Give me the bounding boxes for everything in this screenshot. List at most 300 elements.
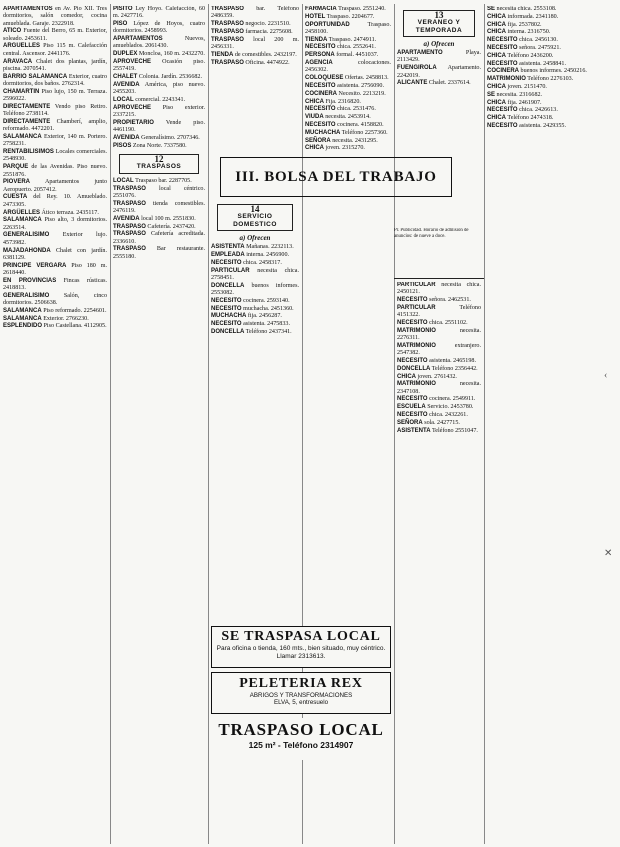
classified-ad-keyword: CHICA — [397, 373, 416, 380]
classified-ad-keyword: NECESITO — [397, 357, 428, 364]
classified-ad — [487, 76, 615, 83]
classified-ad-keyword: AVENIDA — [113, 215, 140, 222]
classified-ad — [487, 107, 615, 114]
classified-ad — [211, 321, 299, 328]
classified-ad-keyword: EMPLEADA — [211, 251, 245, 258]
classified-ad-text: chica. 2456130. — [517, 37, 558, 44]
classified-ad-keyword: ASISTENTA — [211, 244, 245, 251]
classified-ad-text: Chalet. 2337614. — [427, 80, 471, 87]
classified-ad-text: colocaciones. 2456302. — [305, 60, 391, 74]
classified-ad-text: necesita. 2347108. — [397, 381, 481, 395]
classified-ad-text: en Av. Pio XII. Tres dormitorios, salón comedor, cocina amueblada. Garaje. 2322918. — [3, 6, 107, 27]
column-rule — [110, 4, 111, 844]
classified-ad-text: fija. 2461907. — [506, 99, 542, 106]
classified-ad-keyword: CHICA — [487, 13, 506, 20]
classified-ad-keyword: LOCAL — [113, 177, 134, 184]
classified-ad — [397, 50, 481, 65]
ad-peleteria-rex — [211, 672, 391, 714]
classified-ad-text: Servicio. 2453780. — [425, 404, 474, 411]
classified-ad-text: bar. Teléfono 2486359. — [211, 6, 299, 20]
classified-ad-keyword: APARTAMENTOS — [113, 36, 163, 43]
classified-ad-keyword: NECESITO — [211, 321, 242, 328]
classified-ad — [397, 328, 481, 343]
classified-ad — [113, 59, 205, 74]
classified-ad — [211, 329, 299, 336]
classified-ad-keyword: CHICA — [305, 145, 324, 152]
classified-ad-keyword: NECESITO — [487, 122, 518, 129]
classified-ad-keyword: TIENDA — [305, 36, 328, 43]
classified-ad-text: Chalet con jardín. 6381129. — [3, 247, 107, 261]
column-rule — [484, 4, 485, 844]
classified-ad-keyword: CUESTA — [3, 194, 28, 201]
classified-ad — [113, 97, 205, 104]
classified-ad-text: informada. 2341180. — [506, 13, 559, 20]
classified-ad-text: necesita. 2276311. — [397, 327, 481, 342]
classified-ad — [211, 60, 299, 67]
classified-ad-keyword: DONCELLA — [211, 282, 245, 289]
classified-ad — [487, 22, 615, 29]
classified-ad-keyword: TRASPASO — [113, 185, 146, 192]
classified-ad-text: Chamberí, amplio, reformado. 4472201. — [3, 118, 107, 133]
classified-ad-keyword: NECESITO — [211, 305, 242, 312]
classified-ad-text: Piso alto, 3 dormitorios. 2263514. — [3, 217, 107, 231]
classified-ad — [397, 305, 481, 320]
classified-ad-keyword: MATRIMONIO — [397, 381, 436, 388]
classified-ad-keyword: TRASPASO — [211, 28, 244, 35]
classified-ad — [397, 428, 481, 435]
classified-ad-text: chica. 2458317. — [241, 259, 282, 266]
classified-column-3-top — [211, 6, 299, 156]
classified-ad-keyword: DUPLEX — [113, 51, 138, 58]
classified-ad-text: Teléfono 2551047. — [430, 427, 478, 434]
classified-ad-text: Piso Castellana. 4112905. — [42, 323, 107, 330]
classified-ad-text: tienda comestibles. 2476119. — [113, 200, 205, 214]
classified-ad-text: Oficina. 4474922. — [243, 59, 290, 66]
classified-ad-text: López de Hoyos, cuatro dormitorios. 2458993. — [113, 21, 205, 35]
classified-ad — [211, 313, 299, 320]
classified-ad-text: Teléfono 2437341. — [244, 328, 292, 335]
classified-ad-keyword: MUCHACHA — [305, 129, 341, 136]
classified-ad-text: asistenta. 2458841. — [517, 60, 566, 67]
ad-title: SE TRASPASA LOCAL — [221, 629, 381, 644]
classified-ad — [397, 320, 481, 327]
classified-ad — [113, 36, 205, 51]
classified-ad-keyword: DIRECTAMENTE — [3, 118, 51, 125]
classified-ad-keyword: PISITO — [113, 6, 133, 12]
classified-ad-keyword: APARTAMENTOS — [3, 6, 53, 12]
classified-ad-text: asistenta. 2475833. — [241, 321, 290, 328]
classified-ad-keyword: ARAVACA — [3, 58, 33, 65]
classified-ad — [113, 135, 205, 142]
classified-ad-keyword: TRASPASO — [113, 223, 146, 230]
classified-ad — [397, 374, 481, 381]
classified-ad-text: Traspaso. 2474911. — [327, 36, 377, 43]
classified-ad-text: muchacha. 2451360. — [241, 305, 294, 312]
classified-ad-text: chica. 2552641. — [335, 44, 376, 51]
classified-ad — [305, 6, 391, 13]
classified-ad — [3, 210, 107, 217]
classified-ad — [113, 21, 205, 36]
small-notice — [394, 228, 484, 279]
classified-ad-text: Ocasión piso. 2557419. — [113, 59, 205, 73]
classified-ad-text: Bar restaurante. 2555180. — [113, 246, 205, 260]
classified-ad-text: Necesito. 2213219. — [337, 90, 386, 97]
classified-ad-text: chica. 2426613. — [517, 107, 558, 114]
classified-ad-text: Apartamentos junto Aeropuerto. 2057412. — [3, 179, 107, 193]
classified-ad-text: asistenta. 2465198. — [427, 357, 476, 364]
classified-ad-keyword: TRASPASO — [211, 6, 244, 12]
classified-ad-text: Exterior, 140 m. Portero. 2758231. — [3, 134, 107, 148]
classified-ad — [397, 358, 481, 365]
classified-ad — [487, 45, 615, 52]
classified-ad-text: Fincas rústicas. 2418813. — [3, 277, 107, 291]
subsection-title: a) Ofrecen — [423, 39, 455, 48]
classified-ad — [487, 123, 615, 130]
classified-ad-text: del Rey. 10. Amueblado. 2473305. — [3, 194, 107, 208]
classified-ad-keyword: VIUDA — [305, 114, 324, 121]
classified-ad — [487, 14, 615, 21]
classified-ad-text: necesita chica. 2450121. — [397, 282, 481, 296]
classified-ad-keyword: TIENDA — [211, 51, 234, 58]
classified-column-4-bottom — [305, 200, 391, 622]
classified-ad — [113, 186, 205, 201]
classified-ad — [113, 178, 205, 185]
classified-ad-keyword: OPORTUNIDAD — [305, 21, 350, 28]
classified-ad-keyword: SALAMANCA — [3, 217, 42, 224]
classified-ad-keyword: PISOS — [113, 142, 132, 149]
classified-ad-keyword: SALAMANCA — [3, 134, 42, 141]
classified-ad-text: joven. 2761432. — [416, 373, 457, 380]
classified-ad-text: Traspaso bar. 2287705. — [133, 177, 192, 184]
section-header-traspasos — [119, 154, 199, 174]
classified-ad-text: Traspaso. 2458100. — [305, 21, 391, 35]
section-title: SERVICIO DOMESTICO — [233, 213, 277, 228]
subsection-title: a) Ofrecen — [239, 233, 271, 242]
classified-ad-keyword: MUCHACHA — [211, 313, 247, 320]
classified-ad-keyword: SALAMANCA — [3, 307, 42, 314]
classified-ad-keyword: PERSONA — [305, 52, 335, 59]
section-title: VERANEO Y TEMPORADA — [415, 19, 463, 34]
small-notice-text: Pr. Publicidad. Horario de admisión de anuncios: de nueve a doce. — [394, 228, 469, 239]
classified-ad-text: América, piso nuevo. 2455203. — [113, 81, 205, 96]
classified-ad-text: Colonia. Jardín. 2536682. — [137, 74, 203, 81]
classified-ad-keyword: RENTABILISIMOS — [3, 149, 54, 156]
classified-ad — [487, 37, 615, 44]
classified-ad — [397, 343, 481, 358]
classified-ad — [211, 283, 299, 298]
classified-ad-text: local céntrico. 2551076. — [113, 185, 205, 199]
classified-ad-text: Exterior, cuatro dormitorios, dos baños. 2762314. — [3, 73, 107, 87]
classified-ad-keyword: GENERALISIMO — [3, 232, 50, 239]
classified-ad-keyword: ALICANTE — [397, 80, 428, 87]
classified-ad-keyword: APROVECHE — [113, 59, 152, 66]
classified-ad-keyword: MATRIMONIO — [397, 327, 436, 334]
classified-ad-text: formal. 4451037. — [334, 52, 379, 59]
classified-ad — [3, 232, 107, 247]
classified-ad — [3, 217, 107, 232]
classified-ad-text: necesita chica. 2758451. — [211, 267, 299, 281]
classified-ad-keyword: NECESITO — [305, 121, 336, 128]
classified-ad-text: joven. 2315270. — [324, 145, 365, 152]
classified-ad-keyword: PARTICULAR — [397, 282, 436, 288]
classified-ad-keyword: AVENIDA — [113, 135, 140, 142]
classified-ad-keyword: NECESITO — [397, 319, 428, 326]
classified-ad-keyword: TRASPASO — [113, 246, 146, 253]
classified-ad-keyword: AGENCIA — [305, 60, 333, 67]
classified-column-4-top — [305, 6, 391, 156]
classified-ad — [3, 248, 107, 263]
classified-ad — [3, 119, 107, 134]
classified-ad-keyword: SE — [487, 91, 496, 98]
classified-ad — [113, 224, 205, 231]
classified-ad — [3, 308, 107, 315]
classified-ad-text: asistenta. 2756090. — [335, 82, 384, 89]
classified-ad-keyword: PIOVERA — [3, 179, 31, 186]
classified-ad — [397, 297, 481, 304]
ad-text: Para oficina o tienda, 160 mts., bien situado, muy céntrico. Llamar 2313613. — [216, 645, 386, 660]
classified-ad-text: sola. 2427715. — [422, 419, 460, 426]
classified-ad-keyword: AVENIDA — [113, 81, 140, 88]
classified-ad-text: Locales comerciales. 2548930. — [3, 149, 107, 163]
classified-ad-keyword: MATRIMONIO — [487, 76, 526, 83]
classified-ad-text: local 200 m. 2456331. — [211, 36, 299, 50]
classified-ad-keyword: GENERALISIMO — [3, 292, 50, 299]
classified-ad — [305, 91, 391, 98]
classified-ad — [3, 323, 107, 330]
classified-ad — [305, 83, 391, 90]
classified-ad-keyword: MATRIMONIO — [397, 342, 436, 349]
classified-ad-keyword: PROPIETARIO — [113, 119, 154, 126]
ad-traspaso-local — [211, 718, 391, 760]
classified-ad-text: de las Avenidas. Piso nuevo. 2551876. — [3, 164, 107, 178]
classified-ad-keyword: NECESITO — [487, 44, 518, 51]
classified-ad — [113, 120, 205, 135]
classified-ad-text: negocio. 2231510. — [243, 21, 291, 28]
classified-ad-keyword: PARQUE — [3, 164, 29, 171]
classified-ad-text: buenos informes. 2553082. — [211, 282, 299, 296]
classified-ad — [211, 37, 299, 52]
classified-ad — [305, 14, 391, 21]
classified-ad-text: Fuente del Berro, 65 m. Exterior, soleado. 2453611. — [3, 28, 107, 42]
classified-ad-keyword: CHAMARTIN — [3, 88, 40, 95]
classified-ad-keyword: CHICA — [487, 99, 506, 106]
classified-ad-keyword: NECESITO — [397, 412, 428, 419]
classified-ad-text: Ley Hoyo. Calefacción, 60 m. 2427716. — [113, 6, 205, 20]
classified-ad — [487, 100, 615, 107]
classified-ad — [397, 366, 481, 373]
classified-ad — [211, 298, 299, 305]
classified-column-2 — [113, 6, 205, 844]
classified-ad-text: Piso reformado. 2254601. — [41, 307, 107, 314]
classified-ad-text: cocinera. 4158820. — [335, 121, 384, 128]
classified-ad-text: cocinera. 2549911. — [427, 396, 476, 403]
classified-ad-keyword: COCINERA — [305, 90, 338, 97]
classified-ad-text: Teléfono 2356442. — [430, 365, 478, 372]
column-rule — [208, 4, 209, 844]
classified-ad — [397, 80, 481, 87]
classified-ad-keyword: FARMACIA — [305, 6, 337, 12]
classified-ad-keyword: CHICA — [305, 98, 324, 105]
classified-ad — [3, 278, 107, 293]
classified-ad-keyword: APARTAMENTO — [397, 50, 443, 57]
classified-ad-text: Traspaso. 2551240. — [336, 6, 386, 12]
classified-ad — [113, 246, 205, 261]
classified-ad — [113, 6, 205, 21]
classified-ad — [305, 138, 391, 145]
classified-ad-text: local 100 m. 2551830. — [139, 215, 196, 222]
classified-ad — [305, 60, 391, 75]
classified-ad-keyword: DIRECTAMENTE — [3, 103, 51, 110]
classified-ad-text: necesita chica. 2553108. — [495, 6, 557, 12]
classified-ad-text: Teléfono 4151322. — [397, 304, 481, 319]
classified-ad-text: Ofertas. 2458813. — [343, 75, 389, 82]
classified-ad-text: comercial. 2243341. — [133, 97, 186, 104]
classified-ad — [211, 6, 299, 21]
classified-ad — [305, 145, 391, 152]
classified-ad-keyword: CHICA — [487, 83, 506, 90]
classified-ad-keyword: NECESITO — [397, 297, 428, 304]
classified-ad-keyword: TRASPASO — [211, 36, 244, 43]
classified-ad — [487, 61, 615, 68]
classified-ad — [211, 29, 299, 36]
section-number: 14 — [250, 204, 260, 214]
classified-ad-keyword: TRASPASO — [211, 59, 244, 66]
classified-ad — [3, 194, 107, 209]
classified-ad — [211, 260, 299, 267]
classified-column-6 — [487, 6, 615, 844]
classified-ad — [113, 201, 205, 216]
classified-ad-keyword: SEÑORA — [397, 419, 423, 426]
classified-ad — [305, 44, 391, 51]
ad-title: TRASPASO LOCAL — [218, 720, 384, 739]
classified-ad-text: Vendo piso Retiro. Teléfono 2738114. — [3, 103, 107, 118]
classified-ad — [397, 420, 481, 427]
classified-ad-text: Teléfono 2276103. — [525, 76, 574, 83]
classified-ad-keyword: ARGUELLES — [3, 43, 41, 50]
classified-ad-keyword: NECESITO — [305, 44, 336, 51]
classified-ad — [305, 75, 391, 82]
classified-ad-text: Teléfono 2257360. — [340, 129, 388, 136]
classified-ad-keyword: NECESITO — [211, 259, 242, 266]
section-number: 12 — [154, 154, 164, 165]
section-header-veraneo — [403, 10, 475, 37]
classified-ad-text: cocinera. 2593140. — [241, 297, 290, 304]
classified-ad — [3, 59, 107, 74]
classified-ad-keyword: LOCAL — [113, 97, 134, 104]
classified-ad-keyword: PISO — [113, 21, 128, 28]
classified-ad — [305, 52, 391, 59]
classified-ad-text: Cafetería. 2437420. — [145, 223, 196, 230]
classified-ad — [113, 51, 205, 58]
classified-ad — [3, 316, 107, 323]
classified-ad — [305, 99, 391, 106]
classified-ad — [3, 149, 107, 164]
classified-ad — [113, 231, 205, 246]
classified-ad — [211, 244, 299, 251]
classified-ad — [3, 43, 107, 58]
classified-ad-keyword: CHICA — [487, 115, 506, 122]
classified-ad-text: Generalísimo. 2707346. — [139, 135, 200, 142]
classified-ad — [305, 130, 391, 137]
classified-ad-text: Piso 180 m. 2618440. — [3, 262, 107, 276]
classified-ad-text: joven. 2151470. — [506, 83, 547, 90]
classified-ad-keyword: ARGÜELLES — [3, 209, 41, 216]
classified-ad-keyword: NECESITO — [487, 107, 518, 114]
classified-ad — [487, 84, 615, 91]
classified-ad-text: Exterior. 2766230. — [41, 315, 89, 322]
classified-ad — [3, 74, 107, 89]
classified-ad — [113, 216, 205, 223]
classified-ad-keyword: SALAMANCA — [3, 315, 42, 322]
classified-ad-text: asistenta. 2429355. — [517, 122, 566, 129]
classified-ad-text: Apartamento. 2242019. — [397, 65, 481, 79]
classified-ad — [3, 6, 107, 28]
classified-ad-keyword: ASISTENTA — [397, 427, 431, 434]
classified-ad — [3, 179, 107, 194]
classified-ad-keyword: NECESITO — [305, 106, 336, 113]
classified-ad — [211, 306, 299, 313]
classified-ad-keyword: ESCUELA — [397, 404, 426, 411]
classified-ad-keyword: CHICA — [487, 29, 506, 36]
classified-ad-keyword: FUENGIROLA — [397, 65, 437, 72]
classified-ad — [211, 252, 299, 259]
classified-ad-text: necesita. 2453914. — [323, 114, 371, 121]
classified-ad-text: Traspaso. 2204677. — [325, 13, 375, 20]
classified-ad-keyword: EN PROVINCIAS — [3, 277, 57, 284]
classified-ad-keyword: CHALET — [113, 74, 138, 81]
classified-ad — [113, 105, 205, 120]
classified-ad-text: Vende piso. 4461190. — [113, 119, 205, 134]
classified-ad-text: Piso lujo, 150 m. Terraza. 2596022. — [3, 88, 107, 103]
classified-ad-text: interna. 2456900. — [244, 251, 290, 258]
classified-ad-text: señora. 2475921. — [517, 44, 561, 51]
section-banner-title: III. BOLSA DEL TRABAJO — [235, 168, 437, 185]
classified-ad — [487, 92, 615, 99]
classified-ad-keyword: BARRIO SALAMANCA — [3, 73, 68, 80]
classified-ad-keyword: PRINCIPE VERGARA — [3, 262, 67, 269]
classified-ad — [305, 122, 391, 129]
classified-ad — [3, 164, 107, 179]
margin-mark: ‹ — [604, 370, 608, 381]
section-number: 13 — [434, 10, 444, 20]
classified-ad-keyword: NECESITO — [211, 297, 242, 304]
classified-ad-keyword: DONCELLA — [211, 328, 245, 335]
classified-ad-keyword: DONCELLA — [397, 365, 431, 372]
classified-ad-text: Chalet dos plantas, jardín, piscina. 2070541. — [3, 58, 107, 72]
classified-ad-text: Zona Norte. 7337580. — [131, 142, 187, 149]
classified-ad — [3, 263, 107, 278]
classified-ad-text: buenos informes. 2450216. — [519, 68, 587, 75]
classified-ad-keyword: SE — [487, 6, 496, 12]
classified-ad-keyword: MAJADAHONDA — [3, 247, 51, 254]
classified-ad-keyword: APROVECHE — [113, 104, 152, 111]
ad-text: ABRIGOS Y TRANSFORMACIONES — [249, 692, 353, 699]
classified-ad-keyword: COLOQUESE — [305, 75, 344, 82]
classified-ad — [305, 106, 391, 113]
classified-ad — [3, 104, 107, 119]
classified-ad — [397, 396, 481, 403]
classified-ad-text: Teléfono 2436200. — [506, 52, 554, 59]
classified-ad-text: Salón, cinco dormitorios. 2506638. — [3, 292, 107, 307]
classified-ad-text: extranjero. 2547382. — [397, 342, 481, 357]
classified-ad-text: de comestibles. 2432197. — [233, 51, 297, 58]
classified-column-5-top — [397, 6, 481, 226]
classified-ad-text: interna. 2316750. — [506, 29, 551, 36]
classified-ad — [3, 28, 107, 43]
ad-title: PELETERIA REX — [239, 676, 363, 691]
classified-ad — [305, 114, 391, 121]
classified-ad — [113, 74, 205, 81]
